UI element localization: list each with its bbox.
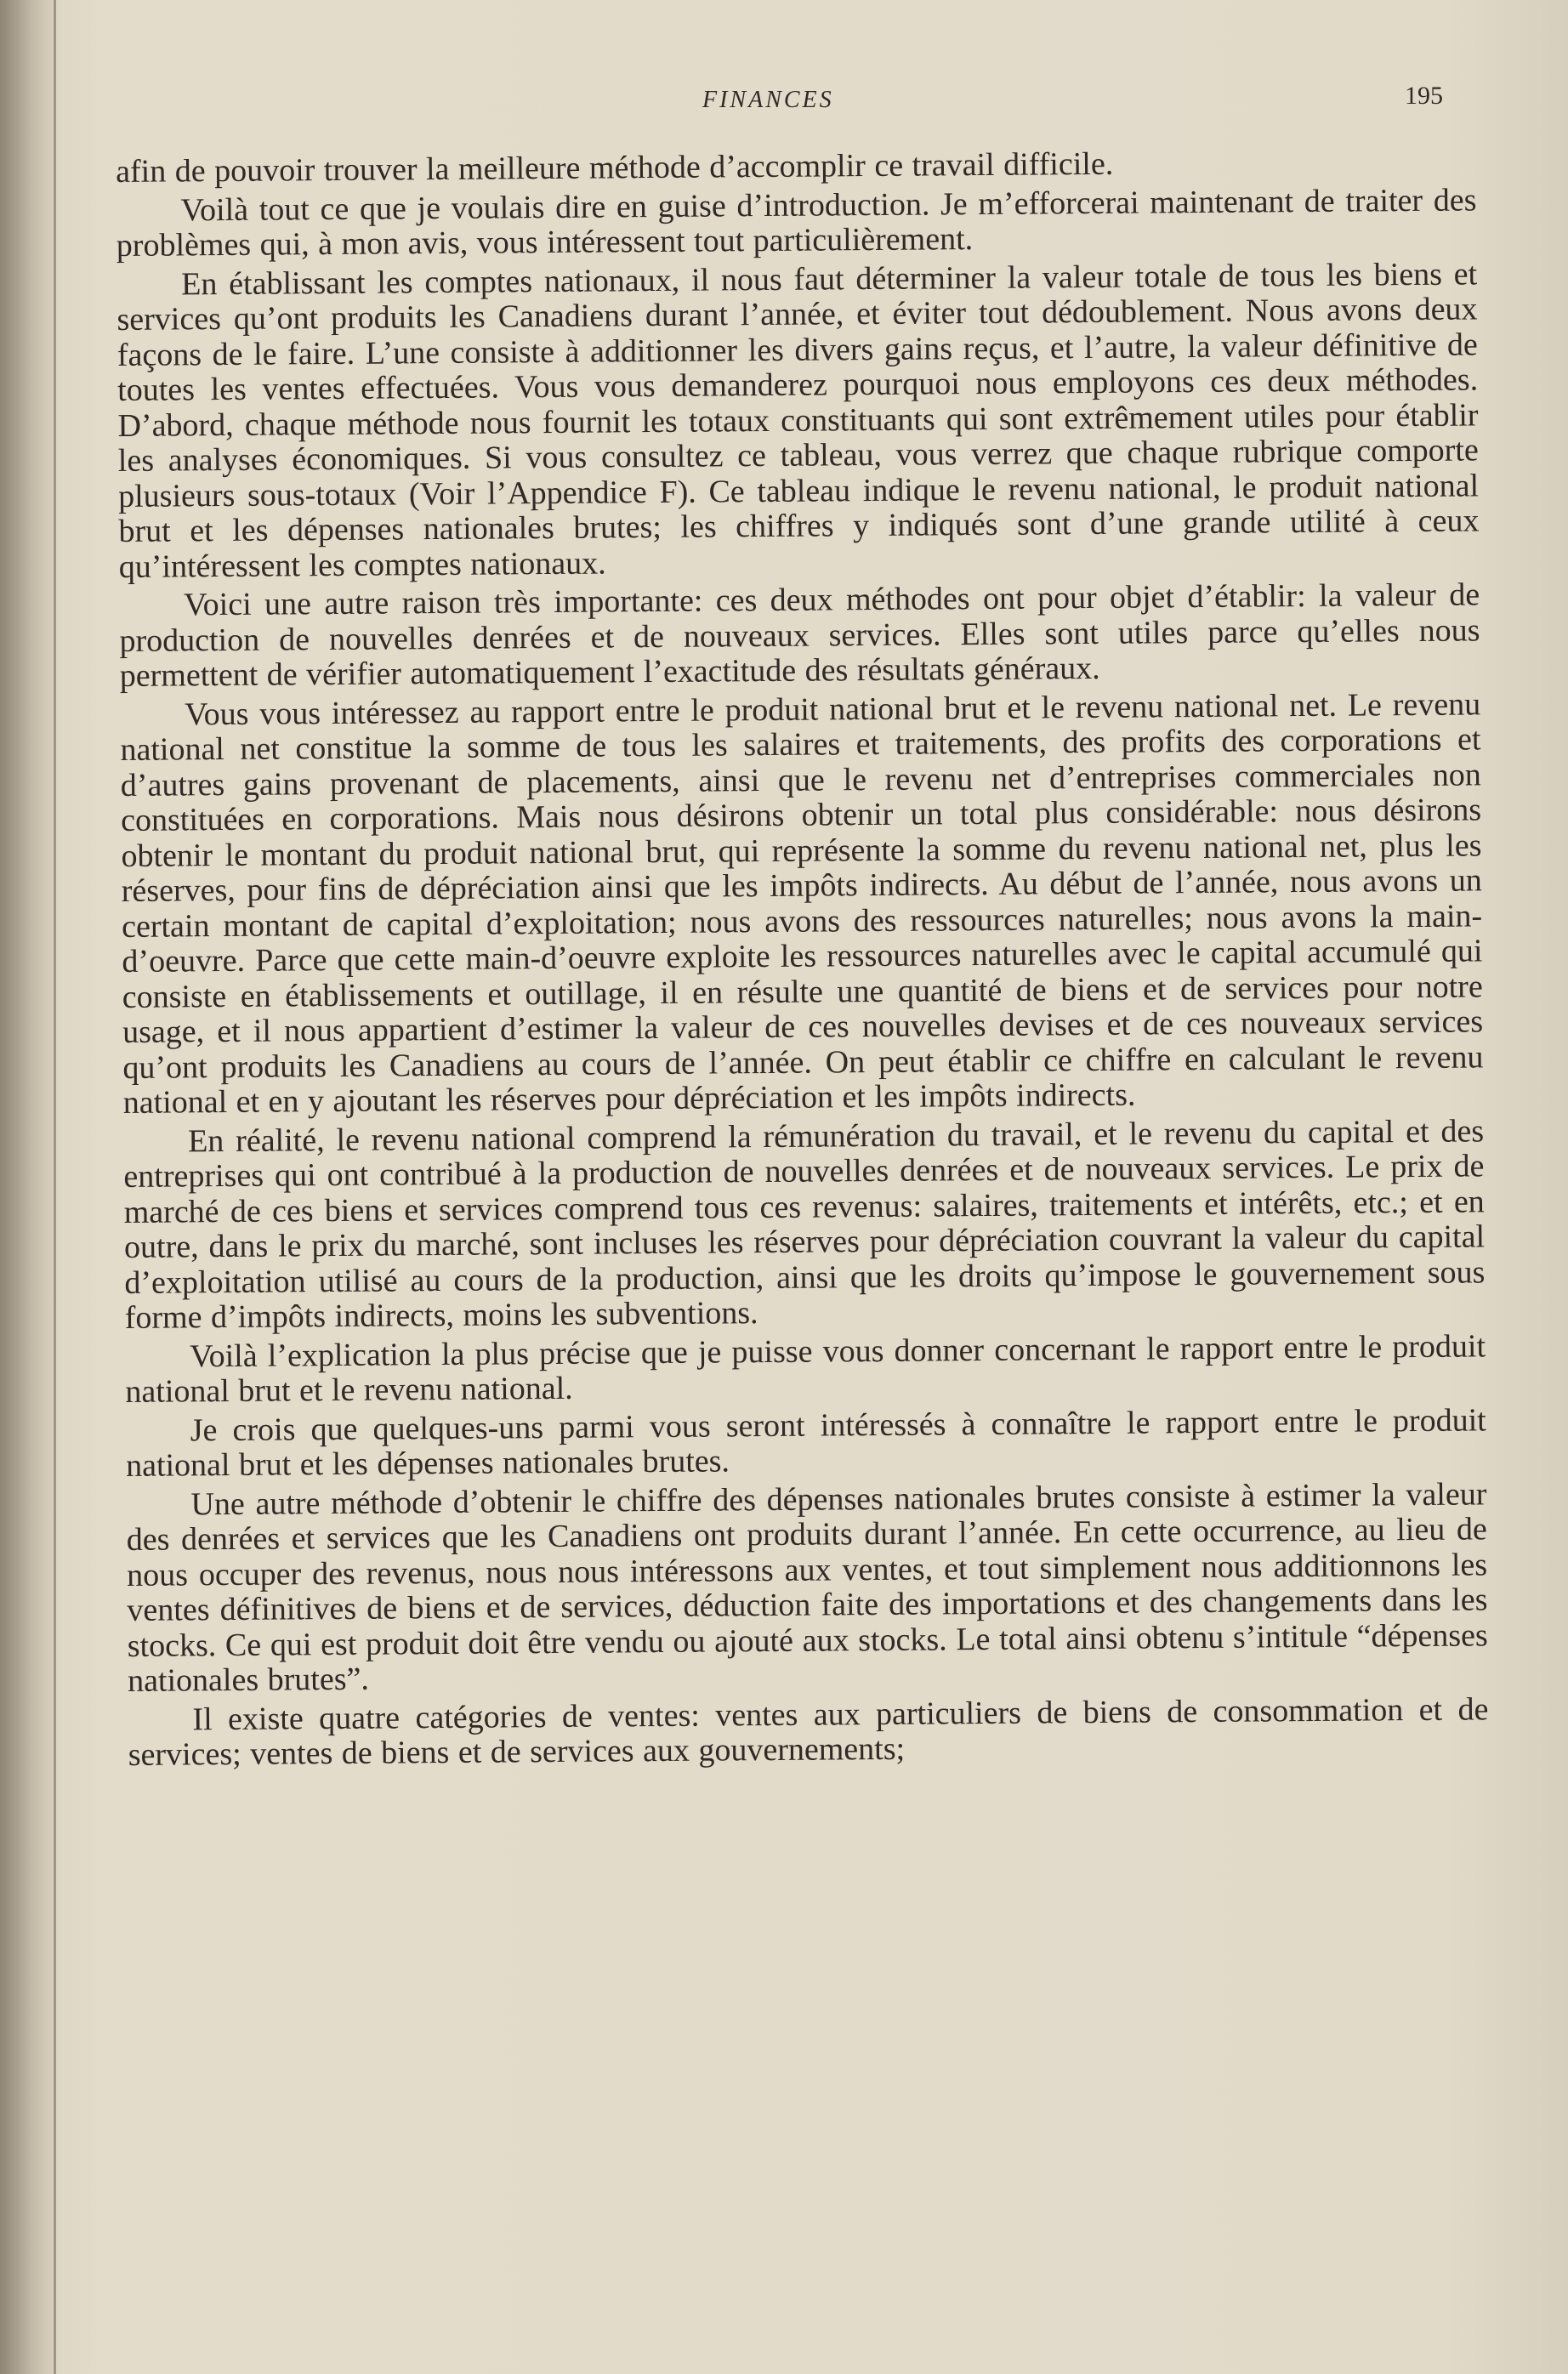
page-number: 195 bbox=[1405, 82, 1443, 110]
paragraph: Une autre méthode d’obtenir le chiffre des dépenses nationales brutes consiste à estimer la valeur des denrées et services que les Canadiens ont produits durant l’année. En cette occurrence, au lieu de nous occuper des revenus, nous nous intéressons aux ventes, et tout simplement nous additionnons les ventes définitives de biens et de services, déduction faite des importations et des changements dans les stocks. Ce qui est produit doit être vendu ou ajouté aux stocks. Le total ainsi obtenu s’intitule “dépenses nationales brutes”. bbox=[126, 1475, 1488, 1699]
running-title: FINANCES bbox=[702, 87, 834, 113]
paragraph: Voilà l’explication la plus précise que je puisse vous donner concernant le rapport entre le produit national brut et le revenu national. bbox=[125, 1327, 1486, 1410]
paragraph: Voici une autre raison très importante: ces deux méthodes ont pour objet d’établir: la valeur de production de nouvelles denrées et de nouveaux services. Elles sont utiles parce qu’elles nous permettent de vérifier automatiquement l’exactitude des résultats généraux. bbox=[119, 576, 1480, 694]
page-binding-shadow bbox=[0, 0, 60, 2374]
paragraph: afin de pouvoir trouver la meilleure méthode d’accomplir ce travail difficile. bbox=[115, 145, 1114, 190]
page-fold-line bbox=[54, 0, 56, 2374]
running-header bbox=[0, 82, 1568, 124]
paragraph: En réalité, le revenu national comprend la rémunération du travail, et le revenu du capital et des entreprises qui ont contribué à la production de nouvelles denrées et de nouveaux services. Le prix de marché de ces biens et services comprend tous ces revenus: salaires, traitements et intérêts, etc.; et en outre, dans le prix du marché, sont incluses les réserves pour dépréciation couvrant la valeur du capital d’exploitation utilisé au cours de la production, ainsi que les droits qu’impose le gouvernement sous forme d’impôts indirects, moins les subventions. bbox=[123, 1112, 1486, 1336]
paragraph: En établissant les comptes nationaux, il nous faut déterminer la valeur totale de tous les biens et services qu’ont produits les Canadiens durant l’année, et éviter tout dédoublement. Nous avons deux façons de le faire. L’une consiste à additionner les divers gains reçus, et l’autre, la valeur définitive de toutes les ventes effectuées. Vous vous demanderez pourquoi nous employons ces deux méthodes. D’abord, chaque méthode nous fournit les totaux constituants qui sont extrêmement utiles pour établir les analyses économiques. Si vous consultez ce tableau, vous verrez que chaque rubrique comporte plusieurs sous-totaux (Voir l’Appendice F). Ce tableau indique le revenu national, le produit national brut et les dépenses nationales brutes; les chiffres y indiqués sont d’une grande utilité à ceux qu’intéressent les comptes nationaux. bbox=[116, 255, 1480, 585]
paragraph: Vous vous intéressez au rapport entre le produit national brut et le revenu national net. Le revenu national net constitue la somme de tous les salaires et traitements, des profits des corporations et d’autres gains provenant de placements, ainsi que le revenu net d’entreprises commerciales non constituées en corporations. Mais nous désirons obtenir un total plus considérable: nous désirons obtenir le montant du produit national brut, qui représente la somme du revenu national net, plus les réserves, pour fins de dépréciation ainsi que les impôts indirects. Au début de l’année, nous avons un certain montant de capital d’exploitation; nous avons des ressources naturelles; nous avons la main-d’oeuvre. Parce que cette main-d’oeuvre exploite les ressources naturelles avec le capital accumulé qui consiste en établissements et outillage, il en résulte une quantité de biens et de services pour notre usage, et il nous appartient d’estimer la valeur de ces nouvelles devises et de ces nouveaux services qu’ont produits les Canadiens au cours de l’année. On peut établir ce chiffre en calculant le revenu national et en y ajoutant les réserves pour dépréciation et les impôts indirects. bbox=[120, 685, 1484, 1121]
paragraph: Je crois que quelques-uns parmi vous seront intéressés à connaître le rapport entre le produit national brut et les dépenses nationales brutes. bbox=[125, 1401, 1486, 1484]
paragraph: Voilà tout ce que je voulais dire en guise d’introduction. Je m’efforcerai maintenant de traiter des problèmes qui, à mon avis, vous intéressent tout particulièrement. bbox=[116, 181, 1477, 264]
body-text bbox=[116, 144, 1489, 1776]
paragraph: Il existe quatre catégories de ventes: ventes aux particuliers de biens de consommation et de services; ventes de biens et de services aux gouvernements; bbox=[128, 1690, 1489, 1773]
